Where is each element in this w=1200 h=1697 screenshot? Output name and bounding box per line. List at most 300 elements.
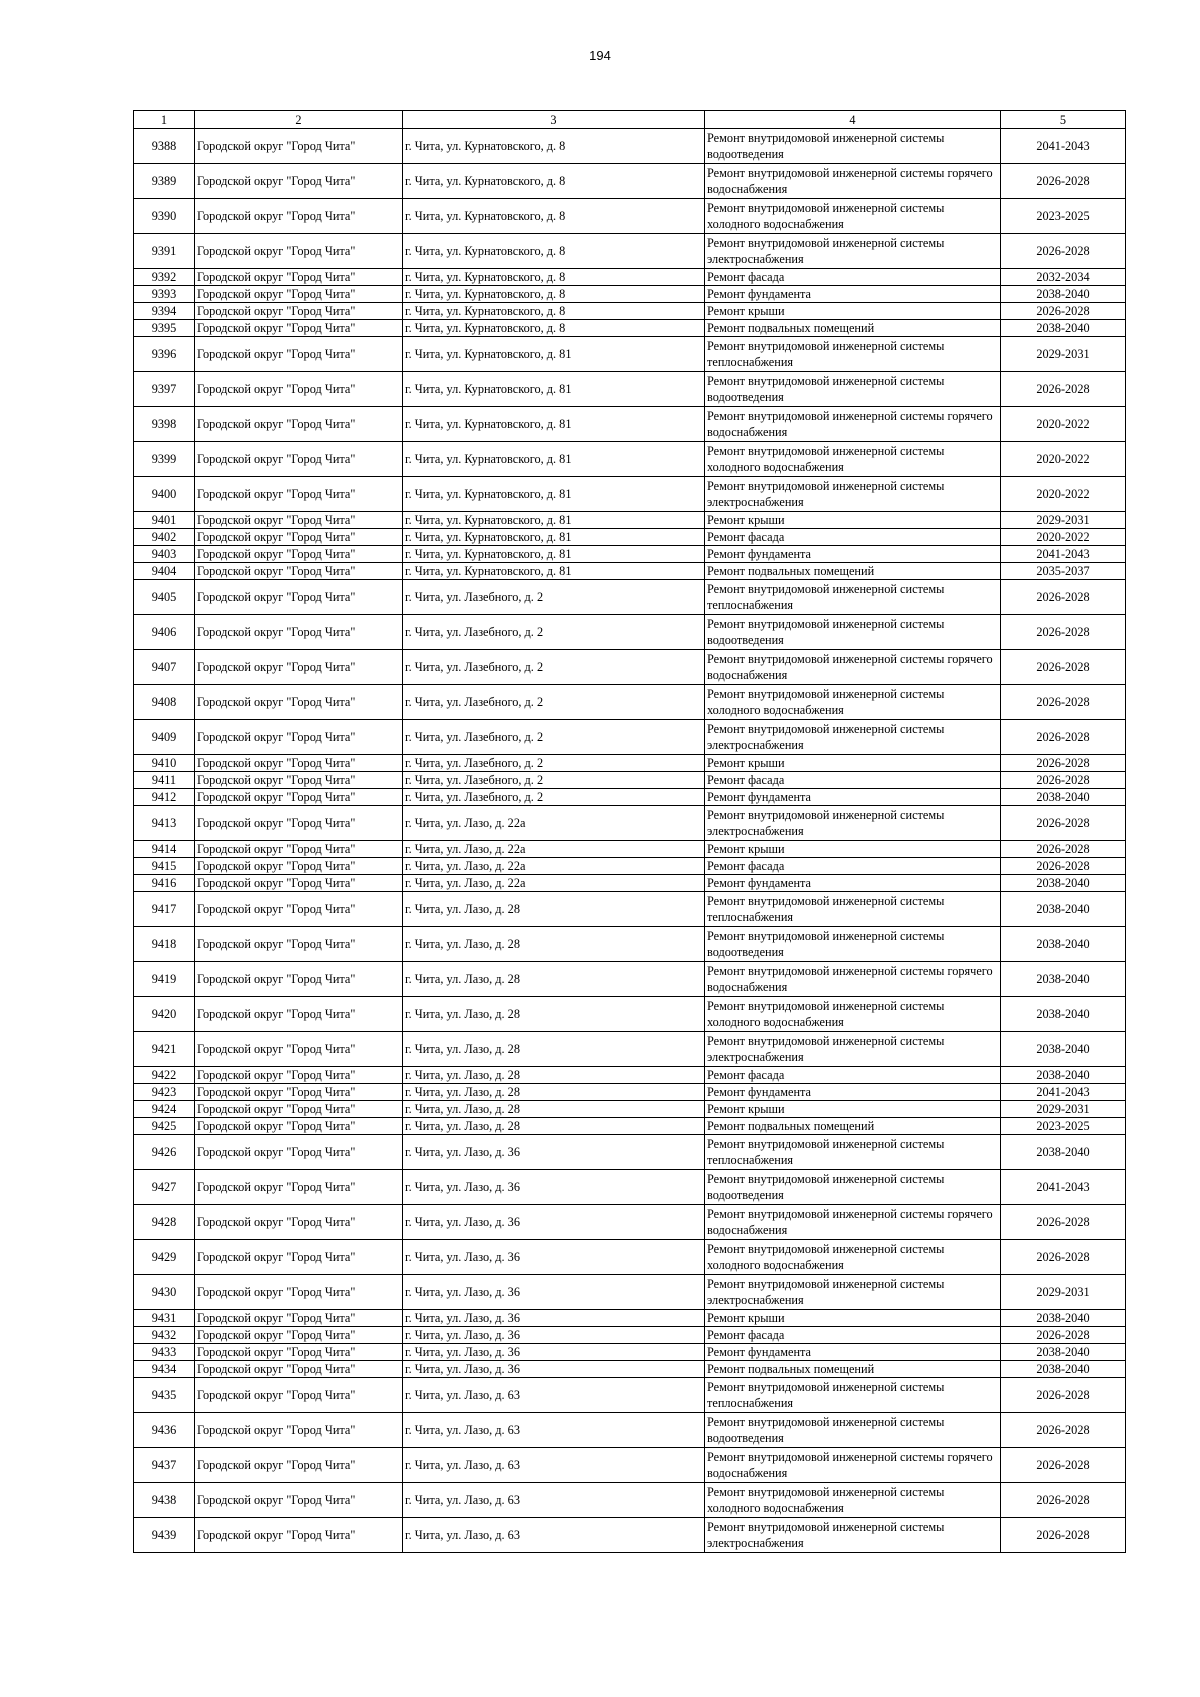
- table-row: [134, 1518, 1126, 1553]
- address-cell: г. Чита, ул. Курнатовского, д. 81: [403, 442, 705, 477]
- address-cell: г. Чита, ул. Лазебного, д. 2: [403, 580, 705, 615]
- row-number-cell: 9430: [134, 1275, 195, 1310]
- work-type-cell: Ремонт внутридомовой инженерной системы холодного водоснабжения: [705, 997, 1001, 1032]
- address-cell: г. Чита, ул. Лазо, д. 28: [403, 1084, 705, 1101]
- district-cell: Городской округ "Город Чита": [195, 477, 403, 512]
- period-cell: 2026-2028: [1001, 580, 1126, 615]
- table-row: [134, 1067, 1126, 1084]
- address-cell: г. Чита, ул. Лазо, д. 63: [403, 1448, 705, 1483]
- address-cell: г. Чита, ул. Лазо, д. 28: [403, 892, 705, 927]
- address-cell: г. Чита, ул. Курнатовского, д. 81: [403, 337, 705, 372]
- address-cell: г. Чита, ул. Лазо, д. 28: [403, 927, 705, 962]
- table-row: [134, 1275, 1126, 1310]
- address-cell: г. Чита, ул. Лазо, д. 22а: [403, 875, 705, 892]
- work-type-cell: Ремонт подвальных помещений: [705, 563, 1001, 580]
- address-cell: г. Чита, ул. Лазо, д. 22а: [403, 841, 705, 858]
- district-cell: Городской округ "Город Чита": [195, 806, 403, 841]
- table-row: [134, 997, 1126, 1032]
- district-cell: Городской округ "Город Чита": [195, 1118, 403, 1135]
- table-row: [134, 858, 1126, 875]
- table-row: [134, 234, 1126, 269]
- address-cell: г. Чита, ул. Курнатовского, д. 8: [403, 199, 705, 234]
- period-cell: 2026-2028: [1001, 1518, 1126, 1553]
- row-number-cell: 9428: [134, 1205, 195, 1240]
- district-cell: Городской округ "Город Чита": [195, 1170, 403, 1205]
- period-cell: 2029-2031: [1001, 512, 1126, 529]
- row-number-cell: 9413: [134, 806, 195, 841]
- district-cell: Городской округ "Город Чита": [195, 164, 403, 199]
- address-cell: г. Чита, ул. Лазо, д. 36: [403, 1344, 705, 1361]
- district-cell: Городской округ "Город Чита": [195, 580, 403, 615]
- work-type-cell: Ремонт фасада: [705, 269, 1001, 286]
- district-cell: Городской округ "Город Чита": [195, 320, 403, 337]
- row-number-cell: 9391: [134, 234, 195, 269]
- work-type-cell: Ремонт внутридомовой инженерной системы электроснабжения: [705, 1275, 1001, 1310]
- period-cell: 2026-2028: [1001, 1205, 1126, 1240]
- row-number-cell: 9405: [134, 580, 195, 615]
- row-number-cell: 9401: [134, 512, 195, 529]
- table-row: [134, 1118, 1126, 1135]
- work-type-cell: Ремонт внутридомовой инженерной системы горячего водоснабжения: [705, 650, 1001, 685]
- address-cell: г. Чита, ул. Лазо, д. 28: [403, 1101, 705, 1118]
- row-number-cell: 9426: [134, 1135, 195, 1170]
- address-cell: г. Чита, ул. Курнатовского, д. 81: [403, 477, 705, 512]
- work-type-cell: Ремонт внутридомовой инженерной системы холодного водоснабжения: [705, 685, 1001, 720]
- column-header: 3: [403, 111, 705, 129]
- period-cell: 2038-2040: [1001, 320, 1126, 337]
- table-row: [134, 1310, 1126, 1327]
- address-cell: г. Чита, ул. Лазо, д. 36: [403, 1205, 705, 1240]
- period-cell: 2041-2043: [1001, 1084, 1126, 1101]
- row-number-cell: 9412: [134, 789, 195, 806]
- row-number-cell: 9435: [134, 1378, 195, 1413]
- row-number-cell: 9415: [134, 858, 195, 875]
- district-cell: Городской округ "Город Чита": [195, 1205, 403, 1240]
- period-cell: 2038-2040: [1001, 997, 1126, 1032]
- district-cell: Городской округ "Город Чита": [195, 875, 403, 892]
- work-type-cell: Ремонт внутридомовой инженерной системы холодного водоснабжения: [705, 1483, 1001, 1518]
- row-number-cell: 9392: [134, 269, 195, 286]
- period-cell: 2038-2040: [1001, 1344, 1126, 1361]
- row-number-cell: 9421: [134, 1032, 195, 1067]
- repair-schedule-table: [133, 110, 1126, 1553]
- row-number-cell: 9390: [134, 199, 195, 234]
- work-type-cell: Ремонт фундамента: [705, 875, 1001, 892]
- address-cell: г. Чита, ул. Курнатовского, д. 81: [403, 512, 705, 529]
- work-type-cell: Ремонт крыши: [705, 755, 1001, 772]
- work-type-cell: Ремонт фундамента: [705, 1344, 1001, 1361]
- address-cell: г. Чита, ул. Курнатовского, д. 81: [403, 563, 705, 580]
- row-number-cell: 9419: [134, 962, 195, 997]
- table-row: [134, 1032, 1126, 1067]
- page-number: 194: [589, 48, 611, 63]
- row-number-cell: 9400: [134, 477, 195, 512]
- table-row: [134, 1084, 1126, 1101]
- period-cell: 2038-2040: [1001, 1310, 1126, 1327]
- period-cell: 2038-2040: [1001, 789, 1126, 806]
- address-cell: г. Чита, ул. Лазо, д. 22а: [403, 858, 705, 875]
- period-cell: 2023-2025: [1001, 1118, 1126, 1135]
- work-type-cell: Ремонт крыши: [705, 303, 1001, 320]
- row-number-cell: 9388: [134, 129, 195, 164]
- row-number-cell: 9403: [134, 546, 195, 563]
- period-cell: 2029-2031: [1001, 337, 1126, 372]
- table-row: [134, 1135, 1126, 1170]
- address-cell: г. Чита, ул. Лазебного, д. 2: [403, 650, 705, 685]
- period-cell: 2026-2028: [1001, 615, 1126, 650]
- period-cell: 2026-2028: [1001, 234, 1126, 269]
- address-cell: г. Чита, ул. Курнатовского, д. 8: [403, 234, 705, 269]
- district-cell: Городской округ "Город Чита": [195, 442, 403, 477]
- row-number-cell: 9433: [134, 1344, 195, 1361]
- work-type-cell: Ремонт крыши: [705, 512, 1001, 529]
- address-cell: г. Чита, ул. Лазо, д. 63: [403, 1483, 705, 1518]
- district-cell: Городской округ "Город Чита": [195, 269, 403, 286]
- table-row: [134, 199, 1126, 234]
- table-row: [134, 442, 1126, 477]
- address-cell: г. Чита, ул. Лазо, д. 36: [403, 1135, 705, 1170]
- period-cell: 2038-2040: [1001, 962, 1126, 997]
- row-number-cell: 9409: [134, 720, 195, 755]
- table-row: [134, 129, 1126, 164]
- address-cell: г. Чита, ул. Лазебного, д. 2: [403, 615, 705, 650]
- address-cell: г. Чита, ул. Лазебного, д. 2: [403, 772, 705, 789]
- table-row: [134, 789, 1126, 806]
- work-type-cell: Ремонт внутридомовой инженерной системы электроснабжения: [705, 806, 1001, 841]
- address-cell: г. Чита, ул. Лазо, д. 22а: [403, 806, 705, 841]
- district-cell: Городской округ "Город Чита": [195, 1413, 403, 1448]
- address-cell: г. Чита, ул. Курнатовского, д. 8: [403, 286, 705, 303]
- table-row: [134, 372, 1126, 407]
- district-cell: Городской округ "Город Чита": [195, 529, 403, 546]
- table-row: [134, 529, 1126, 546]
- period-cell: 2041-2043: [1001, 129, 1126, 164]
- table-row: [134, 772, 1126, 789]
- table-row: [134, 1170, 1126, 1205]
- address-cell: г. Чита, ул. Курнатовского, д. 8: [403, 269, 705, 286]
- period-cell: 2026-2028: [1001, 1378, 1126, 1413]
- work-type-cell: Ремонт фасада: [705, 529, 1001, 546]
- period-cell: 2026-2028: [1001, 650, 1126, 685]
- row-number-cell: 9399: [134, 442, 195, 477]
- period-cell: 2038-2040: [1001, 927, 1126, 962]
- work-type-cell: Ремонт внутридомовой инженерной системы электроснабжения: [705, 1032, 1001, 1067]
- district-cell: Городской округ "Город Чита": [195, 1448, 403, 1483]
- period-cell: 2026-2028: [1001, 841, 1126, 858]
- table-row: [134, 841, 1126, 858]
- address-cell: г. Чита, ул. Лазо, д. 63: [403, 1518, 705, 1553]
- district-cell: Городской округ "Город Чита": [195, 563, 403, 580]
- work-type-cell: Ремонт фасада: [705, 1327, 1001, 1344]
- period-cell: 2026-2028: [1001, 164, 1126, 199]
- table-row: [134, 407, 1126, 442]
- row-number-cell: 9406: [134, 615, 195, 650]
- table-row: [134, 1205, 1126, 1240]
- table-row: [134, 512, 1126, 529]
- table-row: [134, 164, 1126, 199]
- period-cell: 2026-2028: [1001, 720, 1126, 755]
- district-cell: Городской округ "Город Чита": [195, 1101, 403, 1118]
- period-cell: 2026-2028: [1001, 372, 1126, 407]
- district-cell: Городской округ "Город Чита": [195, 512, 403, 529]
- row-number-cell: 9427: [134, 1170, 195, 1205]
- row-number-cell: 9420: [134, 997, 195, 1032]
- period-cell: 2041-2043: [1001, 546, 1126, 563]
- table-row: [134, 720, 1126, 755]
- work-type-cell: Ремонт внутридомовой инженерной системы водоотведения: [705, 1413, 1001, 1448]
- address-cell: г. Чита, ул. Курнатовского, д. 81: [403, 372, 705, 407]
- address-cell: г. Чита, ул. Лазо, д. 63: [403, 1413, 705, 1448]
- district-cell: Городской округ "Город Чита": [195, 789, 403, 806]
- period-cell: 2038-2040: [1001, 1361, 1126, 1378]
- work-type-cell: Ремонт внутридомовой инженерной системы горячего водоснабжения: [705, 962, 1001, 997]
- table-row: [134, 755, 1126, 772]
- table-row: [134, 962, 1126, 997]
- table-row: [134, 477, 1126, 512]
- table-row: [134, 269, 1126, 286]
- period-cell: 2029-2031: [1001, 1275, 1126, 1310]
- district-cell: Городской округ "Город Чита": [195, 546, 403, 563]
- work-type-cell: Ремонт фасада: [705, 772, 1001, 789]
- district-cell: Городской округ "Город Чита": [195, 927, 403, 962]
- address-cell: г. Чита, ул. Лазо, д. 63: [403, 1378, 705, 1413]
- district-cell: Городской округ "Город Чита": [195, 1361, 403, 1378]
- work-type-cell: Ремонт внутридомовой инженерной системы холодного водоснабжения: [705, 199, 1001, 234]
- period-cell: 2026-2028: [1001, 303, 1126, 320]
- work-type-cell: Ремонт крыши: [705, 841, 1001, 858]
- address-cell: г. Чита, ул. Лазо, д. 28: [403, 997, 705, 1032]
- address-cell: г. Чита, ул. Лазебного, д. 2: [403, 755, 705, 772]
- period-cell: 2026-2028: [1001, 772, 1126, 789]
- period-cell: 2026-2028: [1001, 1448, 1126, 1483]
- address-cell: г. Чита, ул. Курнатовского, д. 8: [403, 303, 705, 320]
- address-cell: г. Чита, ул. Лазо, д. 28: [403, 962, 705, 997]
- work-type-cell: Ремонт подвальных помещений: [705, 320, 1001, 337]
- row-number-cell: 9416: [134, 875, 195, 892]
- address-cell: г. Чита, ул. Лазо, д. 36: [403, 1310, 705, 1327]
- work-type-cell: Ремонт внутридомовой инженерной системы теплоснабжения: [705, 337, 1001, 372]
- period-cell: 2038-2040: [1001, 875, 1126, 892]
- table-row: [134, 303, 1126, 320]
- table-row: [134, 580, 1126, 615]
- work-type-cell: Ремонт крыши: [705, 1101, 1001, 1118]
- work-type-cell: Ремонт подвальных помещений: [705, 1361, 1001, 1378]
- period-cell: 2041-2043: [1001, 1170, 1126, 1205]
- address-cell: г. Чита, ул. Курнатовского, д. 81: [403, 546, 705, 563]
- table-row: [134, 337, 1126, 372]
- row-number-cell: 9418: [134, 927, 195, 962]
- period-cell: 2026-2028: [1001, 1240, 1126, 1275]
- table-row: [134, 1413, 1126, 1448]
- address-cell: г. Чита, ул. Лазо, д. 36: [403, 1361, 705, 1378]
- period-cell: 2038-2040: [1001, 1067, 1126, 1084]
- district-cell: Городской округ "Город Чита": [195, 372, 403, 407]
- address-cell: г. Чита, ул. Лазо, д. 28: [403, 1032, 705, 1067]
- work-type-cell: Ремонт фасада: [705, 858, 1001, 875]
- table-row: [134, 1101, 1126, 1118]
- row-number-cell: 9436: [134, 1413, 195, 1448]
- district-cell: Городской округ "Город Чита": [195, 685, 403, 720]
- column-header: 5: [1001, 111, 1126, 129]
- address-cell: г. Чита, ул. Лазо, д. 36: [403, 1327, 705, 1344]
- district-cell: Городской округ "Город Чита": [195, 234, 403, 269]
- district-cell: Городской округ "Город Чита": [195, 1483, 403, 1518]
- district-cell: Городской округ "Город Чита": [195, 1518, 403, 1553]
- period-cell: 2026-2028: [1001, 806, 1126, 841]
- row-number-cell: 9411: [134, 772, 195, 789]
- work-type-cell: Ремонт внутридомовой инженерной системы горячего водоснабжения: [705, 1448, 1001, 1483]
- row-number-cell: 9394: [134, 303, 195, 320]
- work-type-cell: Ремонт фундамента: [705, 286, 1001, 303]
- row-number-cell: 9397: [134, 372, 195, 407]
- district-cell: Городской округ "Город Чита": [195, 755, 403, 772]
- work-type-cell: Ремонт внутридомовой инженерной системы теплоснабжения: [705, 1378, 1001, 1413]
- address-cell: г. Чита, ул. Лазо, д. 36: [403, 1170, 705, 1205]
- row-number-cell: 9431: [134, 1310, 195, 1327]
- district-cell: Городской округ "Город Чита": [195, 1310, 403, 1327]
- row-number-cell: 9425: [134, 1118, 195, 1135]
- row-number-cell: 9439: [134, 1518, 195, 1553]
- table-header-row: [134, 111, 1126, 129]
- table-row: [134, 875, 1126, 892]
- period-cell: 2038-2040: [1001, 892, 1126, 927]
- column-header: 2: [195, 111, 403, 129]
- district-cell: Городской округ "Город Чита": [195, 615, 403, 650]
- address-cell: г. Чита, ул. Курнатовского, д. 8: [403, 320, 705, 337]
- district-cell: Городской округ "Город Чита": [195, 892, 403, 927]
- table-row: [134, 615, 1126, 650]
- table-row: [134, 286, 1126, 303]
- row-number-cell: 9423: [134, 1084, 195, 1101]
- district-cell: Городской округ "Город Чита": [195, 997, 403, 1032]
- work-type-cell: Ремонт внутридомовой инженерной системы теплоснабжения: [705, 892, 1001, 927]
- address-cell: г. Чита, ул. Лазебного, д. 2: [403, 720, 705, 755]
- district-cell: Городской округ "Город Чита": [195, 199, 403, 234]
- row-number-cell: 9417: [134, 892, 195, 927]
- table-row: [134, 685, 1126, 720]
- district-cell: Городской округ "Город Чита": [195, 1067, 403, 1084]
- district-cell: Городской округ "Город Чита": [195, 1378, 403, 1413]
- table-row: [134, 1448, 1126, 1483]
- work-type-cell: Ремонт внутридомовой инженерной системы водоотведения: [705, 1170, 1001, 1205]
- column-header: 4: [705, 111, 1001, 129]
- district-cell: Городской округ "Город Чита": [195, 303, 403, 320]
- address-cell: г. Чита, ул. Лазо, д. 28: [403, 1067, 705, 1084]
- column-header: 1: [134, 111, 195, 129]
- district-cell: Городской округ "Город Чита": [195, 1344, 403, 1361]
- row-number-cell: 9389: [134, 164, 195, 199]
- period-cell: 2032-2034: [1001, 269, 1126, 286]
- row-number-cell: 9395: [134, 320, 195, 337]
- address-cell: г. Чита, ул. Лазо, д. 28: [403, 1118, 705, 1135]
- district-cell: Городской округ "Город Чита": [195, 1240, 403, 1275]
- row-number-cell: 9404: [134, 563, 195, 580]
- row-number-cell: 9434: [134, 1361, 195, 1378]
- work-type-cell: Ремонт внутридомовой инженерной системы горячего водоснабжения: [705, 164, 1001, 199]
- period-cell: 2020-2022: [1001, 407, 1126, 442]
- district-cell: Городской округ "Город Чита": [195, 337, 403, 372]
- table-row: [134, 563, 1126, 580]
- work-type-cell: Ремонт внутридомовой инженерной системы водоотведения: [705, 615, 1001, 650]
- period-cell: 2038-2040: [1001, 286, 1126, 303]
- work-type-cell: Ремонт внутридомовой инженерной системы холодного водоснабжения: [705, 442, 1001, 477]
- work-type-cell: Ремонт внутридомовой инженерной системы электроснабжения: [705, 477, 1001, 512]
- table-row: [134, 650, 1126, 685]
- work-type-cell: Ремонт внутридомовой инженерной системы горячего водоснабжения: [705, 407, 1001, 442]
- period-cell: 2035-2037: [1001, 563, 1126, 580]
- address-cell: г. Чита, ул. Лазебного, д. 2: [403, 789, 705, 806]
- row-number-cell: 9396: [134, 337, 195, 372]
- district-cell: Городской округ "Город Чита": [195, 1327, 403, 1344]
- period-cell: 2026-2028: [1001, 755, 1126, 772]
- district-cell: Городской округ "Город Чита": [195, 286, 403, 303]
- district-cell: Городской округ "Город Чита": [195, 129, 403, 164]
- table-row: [134, 1327, 1126, 1344]
- row-number-cell: 9410: [134, 755, 195, 772]
- district-cell: Городской округ "Город Чита": [195, 772, 403, 789]
- row-number-cell: 9398: [134, 407, 195, 442]
- period-cell: 2026-2028: [1001, 858, 1126, 875]
- district-cell: Городской округ "Город Чита": [195, 841, 403, 858]
- period-cell: 2038-2040: [1001, 1032, 1126, 1067]
- period-cell: 2020-2022: [1001, 477, 1126, 512]
- period-cell: 2020-2022: [1001, 442, 1126, 477]
- district-cell: Городской округ "Город Чита": [195, 1032, 403, 1067]
- period-cell: 2026-2028: [1001, 685, 1126, 720]
- address-cell: г. Чита, ул. Лазо, д. 36: [403, 1275, 705, 1310]
- address-cell: г. Чита, ул. Курнатовского, д. 81: [403, 407, 705, 442]
- district-cell: Городской округ "Город Чита": [195, 650, 403, 685]
- period-cell: 2026-2028: [1001, 1327, 1126, 1344]
- work-type-cell: Ремонт фасада: [705, 1067, 1001, 1084]
- period-cell: 2038-2040: [1001, 1135, 1126, 1170]
- district-cell: Городской округ "Город Чита": [195, 1275, 403, 1310]
- row-number-cell: 9432: [134, 1327, 195, 1344]
- work-type-cell: Ремонт фундамента: [705, 1084, 1001, 1101]
- period-cell: 2026-2028: [1001, 1413, 1126, 1448]
- table-row: [134, 806, 1126, 841]
- address-cell: г. Чита, ул. Курнатовского, д. 81: [403, 529, 705, 546]
- row-number-cell: 9422: [134, 1067, 195, 1084]
- row-number-cell: 9402: [134, 529, 195, 546]
- period-cell: 2029-2031: [1001, 1101, 1126, 1118]
- work-type-cell: Ремонт внутридомовой инженерной системы водоотведения: [705, 372, 1001, 407]
- row-number-cell: 9429: [134, 1240, 195, 1275]
- work-type-cell: Ремонт внутридомовой инженерной системы водоотведения: [705, 927, 1001, 962]
- row-number-cell: 9414: [134, 841, 195, 858]
- address-cell: г. Чита, ул. Лазебного, д. 2: [403, 685, 705, 720]
- row-number-cell: 9424: [134, 1101, 195, 1118]
- row-number-cell: 9438: [134, 1483, 195, 1518]
- work-type-cell: Ремонт фундамента: [705, 789, 1001, 806]
- work-type-cell: Ремонт фундамента: [705, 546, 1001, 563]
- table-row: [134, 927, 1126, 962]
- work-type-cell: Ремонт крыши: [705, 1310, 1001, 1327]
- work-type-cell: Ремонт внутридомовой инженерной системы теплоснабжения: [705, 1135, 1001, 1170]
- address-cell: г. Чита, ул. Курнатовского, д. 8: [403, 164, 705, 199]
- row-number-cell: 9393: [134, 286, 195, 303]
- work-type-cell: Ремонт внутридомовой инженерной системы холодного водоснабжения: [705, 1240, 1001, 1275]
- work-type-cell: Ремонт подвальных помещений: [705, 1118, 1001, 1135]
- row-number-cell: 9437: [134, 1448, 195, 1483]
- table-row: [134, 546, 1126, 563]
- district-cell: Городской округ "Город Чита": [195, 962, 403, 997]
- work-type-cell: Ремонт внутридомовой инженерной системы водоотведения: [705, 129, 1001, 164]
- district-cell: Городской округ "Город Чита": [195, 1084, 403, 1101]
- table-row: [134, 1378, 1126, 1413]
- row-number-cell: 9407: [134, 650, 195, 685]
- work-type-cell: Ремонт внутридомовой инженерной системы электроснабжения: [705, 720, 1001, 755]
